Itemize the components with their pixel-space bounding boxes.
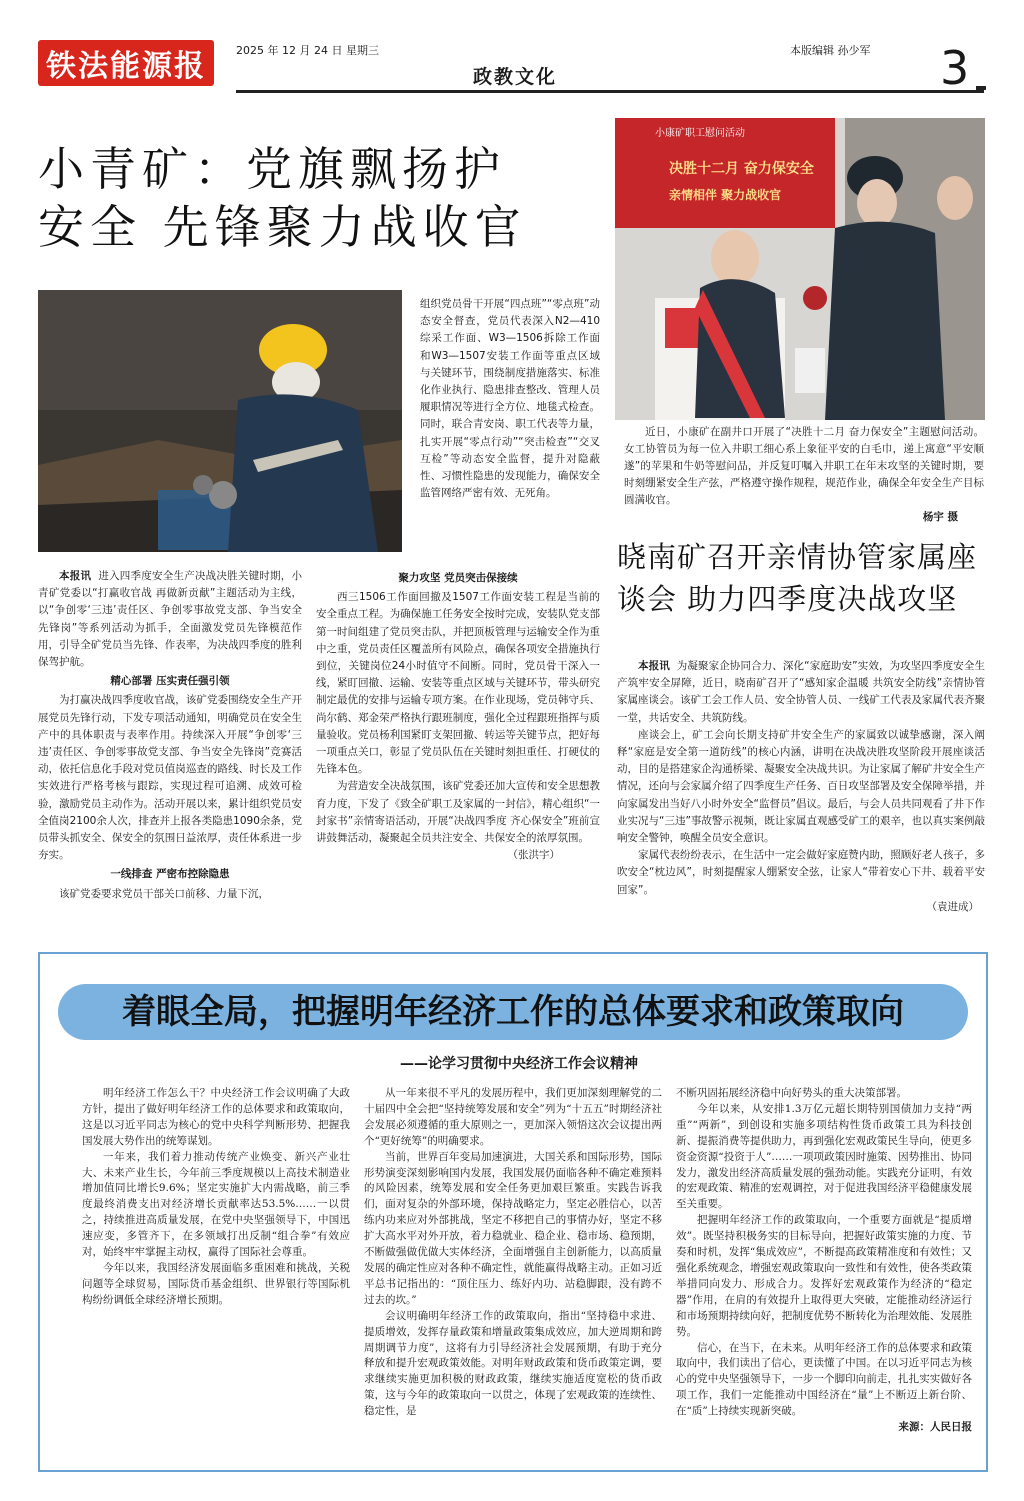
commentary-source: 来源：人民日报 (898, 1421, 972, 1434)
commentary-paragraph: 今年以来，我国经济发展面临多重困难和挑战，关税问题等全球贸易，国际货币基金组织、世界银行等国际机构纷纷调低全球经济增长预期。 (82, 1261, 350, 1306)
photo-credit: 杨宇 摄 (922, 511, 958, 523)
article1-headline: 小青矿：党旗飘扬护 安全 先锋聚力战收官 (38, 142, 527, 254)
page-number-rule (976, 86, 986, 90)
article1-paragraph: 为营造安全决战氛围，该矿党委还加大宣传和安全思想教育力度，下发了《致全矿职工及家属的一封信》，精心组织“一封家书”亲情寄语活动，开展“决战四季度 齐心保安全”班前宣讲鼓舞活动，凝聚起全员共注安全、共保安全的浓厚氛围。 (316, 780, 600, 845)
article1-lead: 本报讯 进入四季度安全生产决战决胜关键时期，小青矿党委以“打赢收官战 再做新贡献”主题活动为主线，以“争创零‘三违’责任区、争创零事故党支部、争当安全先锋岗”等系列活动为抓手，全面激发党员先锋模范作用，引导全矿党员当先锋、作表率，为决战四季度的胜利保驾护航。 (38, 570, 303, 669)
article1-paragraph: 为打赢决战四季度收官战，该矿党委围绕安全生产开展党员先锋行动，下发专项活动通知，明确党员在安全生产中的具体职责与表率作用。持续深入开展“争创零‘三违’责任区、争创零事故党支部、争当安全先锋岗”竞赛活动，依托信息化手段对党员值岗巡查的路线、时长及工作实效进行严格考核与跟踪，实现过程可追溯、成效可检验，激励党员主动作为。活动开展以来，累计组织党员安全值岗2100余人次，排查并上报各类隐患1090余条，党员带头抓安全、保安全的氛围日益浓厚，责任体系进一步夯实。 (38, 694, 302, 862)
article1-column1 (38, 568, 302, 903)
article1-subhead: 精心部署 压实责任强引领 (110, 675, 230, 688)
commentary-column3 (676, 1086, 972, 1436)
commentary-subtitle: ——论学习贯彻中央经济工作会议精神 (400, 1056, 638, 1072)
miner-photo (38, 290, 402, 552)
commentary-paragraph: 把握明年经济工作的政策取向，一个重要方面就是“提质增效”。既坚持积极务实的目标导向，把握好政策实施的力度、节奏和时机，发挥“集成效应”，不断提高政策精准度和有效性；又强化系统观念，增强宏观政策取向一致性和有效性，使各类政策举措同向发力、形成合力。发挥好宏观政策作为经济的“稳定器”作用，在肩的有效提升上取得更大突破，定能推动经济运行和市场预期持续向好，把制度优势不断转化为治理效能、发展胜势。 (676, 1214, 972, 1338)
article2-byline: （袁进成） (926, 900, 979, 913)
article1-subhead: 聚力攻坚 党员突击保接续 (398, 572, 518, 584)
banner-text: 亲情相伴 聚力战收官 (669, 188, 782, 202)
photo-caption: 近日，小康矿在副井口开展了“决胜十二月 奋力保安全”主题慰问活动。女工协管员为每一位入井职工细心系上象征平安的白毛巾，递上寓意“平安顺遂”的苹果和牛奶等慰问品，并反复叮嘱入井职工在年末攻坚的关键时期，要时刻绷紧安全生产弦，严格遵守操作规程，规范作业，确保全年安全生产目标圆满收官。 杨宇 摄 (624, 424, 984, 526)
commentary-paragraph: 会议明确明年经济工作的政策取向，指出“坚持稳中求进、提质增效，发挥存量政策和增量政策集成效应，加大逆周期和跨周期调节力度”，这将有力引导经济社会发展预期，有助于充分释放和提升宏观政策效能。对明年财政政策和货币政策定调，要求继续实施更加积极的财政政策，继续实施适度宽松的货币政策，这与今年的政策取向一以贯之，体现了宏观政策的连续性、稳定性，是 (364, 1309, 662, 1418)
issue-date: 2025 年 12 月 24 日 星期三 (236, 44, 379, 57)
commentary-paragraph: 今年以来，从安排1.3万亿元超长期特别国债加力支持“两重”“两新”，到创设和实施多项结构性货币政策工具为科技创新、提振消费等提供助力，再到强化宏观政策民生导向，使更多资金资源“投资于人”……一项项政策因时施策、因势推出、协同发力，激发出经济高质量发展的强劲动能。实践充分证明，有效的宏观政策、精准的宏观调控，对于促进我国经济平稳健康发展至关重要。 (676, 1102, 972, 1211)
commentary-column1 (82, 1086, 350, 1309)
commentary-paragraph: 当前，世界百年变局加速演进，大国关系和国际形势，国际形势演变深刻影响国内发展，我国发展仍面临各种不确定难预料的风险因素，统筹发展和安全任务更加艰巨繁重。实践告诉我们，面对复杂的外部环境，保持战略定力，坚定必胜信心，以苦练内功来应对外部挑战，坚定不移把自己的事情办好，坚定不移扩大高水平对外开放，着力稳就业、稳企业、稳市场、稳预期，不断做强做优做大实体经济，全面增强自主创新能力，以高质量发展的确定性应对各种不确定性，就能赢得战略主动。正如习近平总书记指出的：“顶住压力、练好内功、站稳脚跟，没有跨不过去的坎。” (364, 1150, 662, 1306)
banner-text: 小康矿职工慰问活动 (655, 128, 745, 139)
greeting-photo (615, 118, 985, 420)
page-number: 3 (940, 41, 970, 95)
article1-paragraph: 该矿党委要求党员干部关口前移、力量下沉， (59, 887, 269, 900)
section-title: 政教文化 (440, 62, 590, 89)
commentary-paragraph: 从一年来很不平凡的发展历程中，我们更加深刻理解党的二十届四中全会把“坚持统筹发展和安全”列为“十五五”时期经济社会发展必须遵循的重大原则之一，更加深入领悟这次会议提出两个“更好统筹”的明确要求。 (364, 1087, 662, 1147)
commentary-column2 (364, 1086, 662, 1420)
commentary-paragraph: 明年经济工作怎么干？中央经济工作会议明确了大政方针，提出了做好明年经济工作的总体要求和政策取向，这是以习近平同志为核心的党中央科学判断形势、把握我国发展大势作出的统筹谋划。 (82, 1087, 350, 1147)
header-rule (236, 90, 984, 93)
commentary-headline: 着眼全局，把握明年经济工作的总体要求和政策取向 (122, 992, 904, 1032)
article2-headline: 晓南矿召开亲情协管家属座 谈会 助力四季度决战攻坚 (617, 540, 978, 616)
banner-text: 决胜十二月 奋力保安全 (669, 161, 814, 177)
article1-subhead: 一线排查 严密布控除隐患 (110, 868, 230, 881)
article2-body (617, 658, 985, 916)
commentary-paragraph: 信心，在当下，在未来。从明年经济工作的总体要求和政策取向中，我们读出了信心，更读懂了中国。在以习近平同志为核心的党中央坚强领导下，一步一个脚印向前走，扎扎实实做好各项工作，我们一定能推动中国经济在“量”上不断迈上新台阶、在“质”上持续实现新突破。 (676, 1341, 972, 1418)
article1-column2-top (420, 296, 600, 502)
commentary-paragraph: 不断巩固拓展经济稳中向好势头的重大决策部署。 (676, 1087, 907, 1099)
article2-paragraph: 家属代表纷纷表示，在生活中一定会做好家庭赞内助，照顾好老人孩子，多吹安全“枕边风”，时刻提醒家人绷紧安全弦，让家人“带着安心下井、载着平安回家”。 (617, 849, 985, 896)
commentary-paragraph: 一年来，我们着力推动传统产业焕变、新兴产业壮大、未来产业生长，今年前三季度规模以上高技术制造业增加值同比增长9.6%；坚定实施扩大内需战略，前三季度最终消费支出对经济增长贡献率达53.5%……一以贯之，持续推进高质量发展，在党中央坚强领导下，中国迅速应变，多管齐下，在多领域打出反制“组合拳”有效应对，始终牢牢掌握主动权，赢得了国际社会尊重。 (82, 1150, 350, 1259)
article2-lead: 本报讯 为凝聚家企协同合力、深化“家庭助安”实效，为攻坚四季度安全生产筑牢安全屏障，近日，晓南矿召开了“感知家企温暖 共筑安全防线”亲情协管家属座谈会。该矿工会工作人员、安全协管人员、一线矿工代表及家属代表齐聚一堂，共话安全、共筑防线。 (617, 660, 985, 724)
article1-column2 (316, 568, 600, 864)
page-editor: 本版编辑 孙少军 (790, 44, 871, 57)
article1-paragraph: 组织党员骨干开展“四点班”“零点班”动态安全督查，党员代表深入N2—410综采工作面、W3—1506拆除工作面和W3—1507安装工作面等重点区域与关键环节，围绕制度措施落实、标准化作业执行、隐患排查整改、管理人员履职情况等进行全方位、地毯式检查。同时，联合青安岗、职工代表等力量，扎实开展“零点行动”“突击检查”“交叉互检”等动态安全监督，提升对隐蔽性、习惯性隐患的发现能力，确保安全监管网络严密有效、无死角。 (420, 298, 600, 500)
article1-paragraph: 西三1506工作面回撤及1507工作面安装工程是当前的安全重点工程。为确保施工任务安全按时完成，安装队党支部第一时间组建了党员突击队，并把顶板管理与运输安全作为重中之重，党员责任区覆盖所有风险点，确保各项安全措施执行到位，关键岗位24小时值守不间断。同时，党员骨干深入一线，紧盯回撤、运输、安装等重点区域与关键环节，带头研究制定最优的安排与运输专项方案。在作业现场，党员韩守兵、尚尔鹤、郑金荣严格执行跟班制度，强化全过程跟班指挥与质量验收。党员杨利国紧盯支架回撤、转运等关键节点，把好每一项重点关口，彰显了党员队伍在关键时刻担重任、打硬仗的先锋本色。 (316, 591, 600, 776)
article2-paragraph: 座谈会上，矿工会向长期支持矿井安全生产的家属致以诚挚感谢，深入阐释“家庭是安全第一道防线”的核心内涵，讲明在决战决胜攻坚阶段开展座谈活动，目的是搭建家企沟通桥梁、凝聚安全决战共识。为让家属了解矿井安全生产情况，还向与会家属介绍了四季度生产任务、百日攻坚部署及安全保障举措，并向家属发出当好八小时外安全“监督员”倡议。最后，与会人员共同观看了井下作业实况与“三违”事故警示视频，既让家属直观感受矿工的艰辛，也以真实案例敲响安全警钟，唤醒全员安全意识。 (617, 728, 985, 845)
newspaper-logo: 铁法能源报 (38, 40, 214, 86)
article1-byline: （张洪宇） (507, 849, 560, 862)
